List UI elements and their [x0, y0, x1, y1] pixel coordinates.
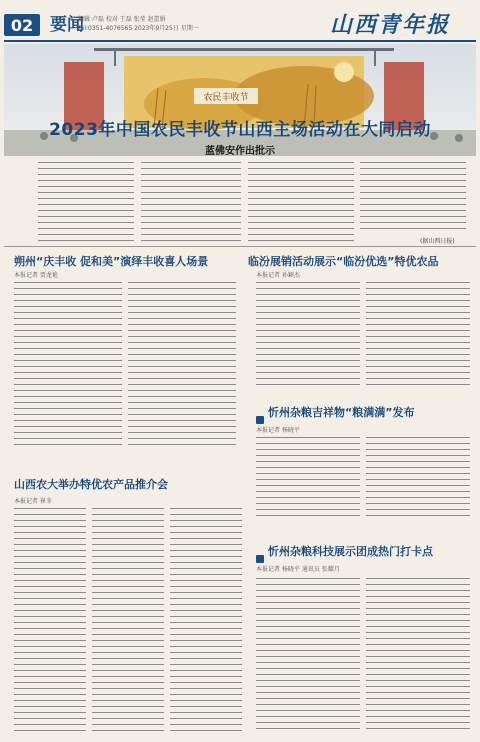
body-text-col-4	[360, 162, 466, 234]
article-5-col-2	[366, 578, 470, 736]
article-2-title: 临汾展销活动展示“临汾优选”特优农品	[248, 255, 439, 268]
article-1-title: 朔州“庆丰收 促和美”演绎丰收喜人场景	[14, 255, 209, 268]
body-text-col-3	[248, 162, 354, 246]
page-number: 02	[4, 14, 40, 36]
article-5-col-1	[256, 578, 360, 736]
article-3-title: 忻州杂粮吉祥物“粮满满”发布	[268, 406, 415, 419]
article-2-author: 本报记者 孙颖杰	[256, 272, 300, 279]
body-text-col-2	[141, 162, 241, 246]
article-5-author: 本报记者 杨晓平 通讯员 张耀月	[256, 566, 340, 573]
article-3-col-2	[366, 437, 470, 521]
article-4-col-2	[92, 508, 164, 736]
article-4-title: 山西农大举办特优农产品推介会	[14, 478, 168, 491]
article-1-col-2	[128, 282, 236, 450]
article-2-col-1	[256, 282, 360, 394]
section-title: 要闻	[50, 15, 84, 35]
header-rule	[4, 40, 476, 42]
stage-sign-text: 农民丰收节	[203, 93, 249, 103]
headline-subtitle: 蓝佛安作出批示	[205, 146, 275, 157]
article-4-col-3	[170, 508, 242, 736]
article-1-col-1	[14, 282, 122, 450]
article-2-col-2	[366, 282, 470, 394]
article-5-title: 忻州杂粮科技展示团成热门打卡点	[268, 545, 433, 558]
main-headline: 2023年中国农民丰收节山西主场活动在大同启动	[49, 120, 431, 140]
page-header	[0, 0, 480, 44]
editor-line: 编辑 卢磊 校对 王磊 张莹 赵蕾娟	[78, 16, 166, 23]
masthead-logo: 山西青年报	[330, 12, 451, 38]
article-4-col-1	[14, 508, 86, 736]
article-1-author: 本报记者 贾龙艳	[14, 272, 58, 279]
source-note: (据山西日报)	[420, 238, 455, 245]
article-4-author: 本报记者 崔冬	[14, 498, 52, 505]
article-3-author: 本报记者 杨晓平	[256, 427, 300, 434]
section-divider	[4, 246, 476, 247]
body-text-col-1	[38, 162, 134, 246]
article-3-col-1	[256, 437, 360, 521]
date-line: Tel:0351-4076565 2023年9月25日 星期一	[78, 25, 199, 32]
